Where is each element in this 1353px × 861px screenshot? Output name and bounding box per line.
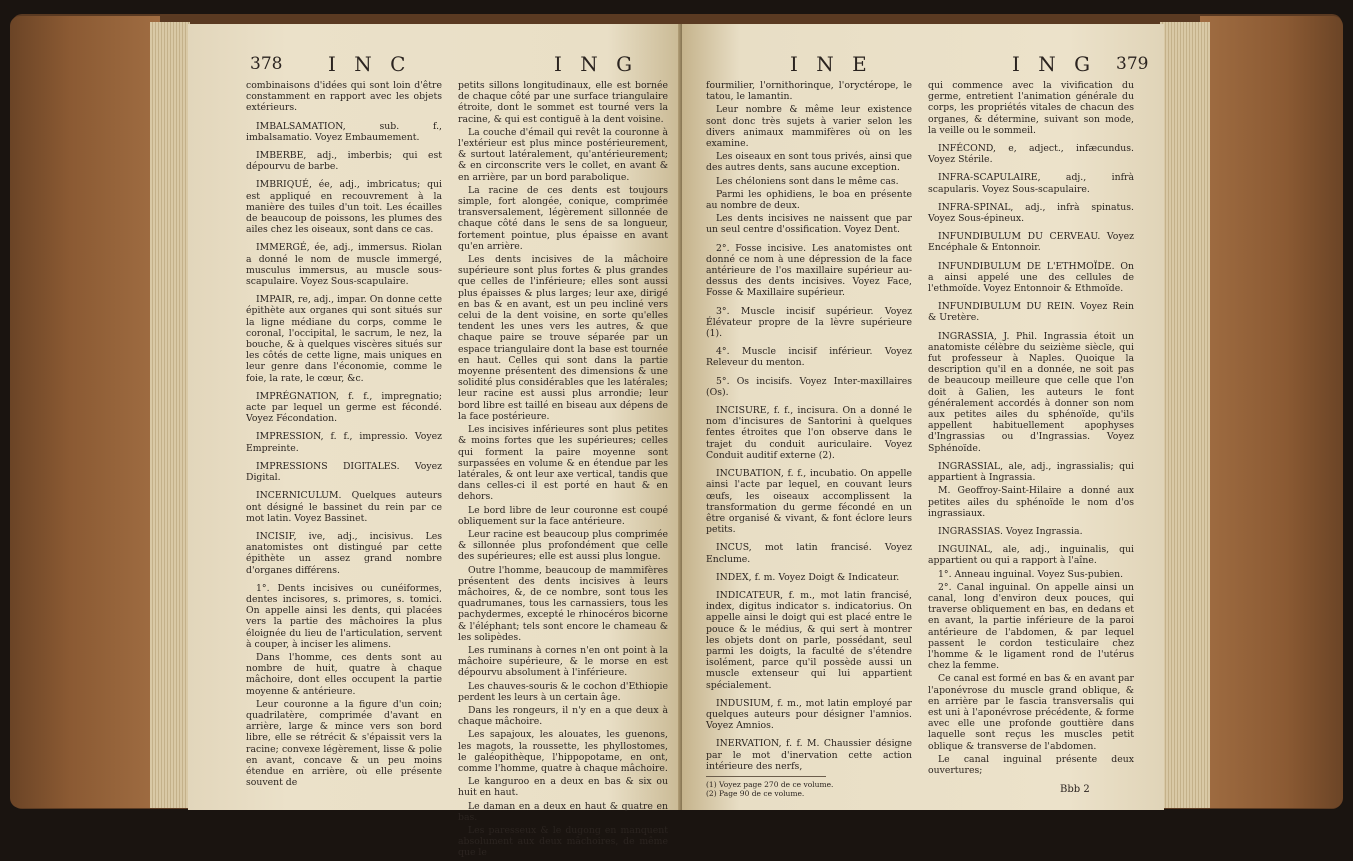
entry: Leur nombre & même leur existence sont donc très sujets à varier selon les divers animaux mammifères où on les examine. — [706, 104, 912, 150]
entry: INCISURE, f. f., incisura. On a donné le nom d'incisures de Santorini à quelques fentes étroites que l'on observe dans le trajet du conduit auriculaire. Voyez Conduit auditif externe (2). — [706, 405, 912, 461]
entry: Parmi les ophidiens, le boa en présente au nombre de deux. — [706, 188, 912, 212]
entry: IMMERGÉ, ée, adj., immersus. Riolan a donné le nom de muscle immergé, musculus immersus, au muscle sous-scapulaire. Voyez Sous-scapulaire. — [246, 242, 442, 288]
entry: Les oiseaux en sont tous privés, ainsi que des autres dents, sans aucune exception. — [706, 151, 912, 174]
entry: petits sillons longitudinaux, elle est bornée de chaque côté par une surface triangulaire étroite, dont le sommet est tourné vers la racine, & qui est contiguë à la dent voisine. — [458, 80, 668, 125]
entry: IMPRESSION, f. f., impressio. Voyez Empreinte. — [246, 431, 442, 454]
entry: IMPRESSIONS DIGITALES. Voyez Digital. — [246, 460, 442, 484]
entry: INFUNDIBULUM DE L'ETHMOÏDE. On a ainsi appelé une des cellules de l'ethmoïde. Voyez Entonnoir & Ethmoïde. — [928, 260, 1134, 295]
entry: Le kanguroo en a deux en bas & six ou huit en haut. — [458, 776, 668, 799]
left-cover — [10, 16, 160, 808]
entry: INFRA-SCAPULAIRE, adj., infrà scapularis. Voyez Sous-scapulaire. — [928, 172, 1134, 195]
entry: Leur racine est beaucoup plus comprimée & sillonnée plus profondément que celle des supérieures; elle est aussi plus longue. — [458, 528, 668, 563]
entry: INFUNDIBULUM DU REIN. Voyez Rein & Uretère. — [928, 301, 1134, 324]
right-page-column-2 — [928, 80, 1134, 778]
entry: IMBRIQUÉ, ée, adj., imbricatus; qui est appliqué en recouvrement à la manière des tuiles d'un toit. Les écailles de beaucoup de poissons, les plumes des ailes chez les oiseaux, sont dans ce cas. — [246, 179, 442, 236]
entry: IMPRÉGNATION, f. f., impregnatio; acte par lequel un germe est fécondé. Voyez Fécondation. — [246, 390, 442, 425]
entry: IMPAIR, re, adj., impar. On donne cette épithète aux organes qui sont situés sur la ligne médiane du corps, comme le coronal, l'occipital, le sacrum, le nez, la bouche, & à quelques viscères situés sur les côtés de cette ligne, mais uniques en leur genre dans l'économie, comme le foie, la rate, le cœur, &c. — [246, 294, 442, 384]
entry: 1°. Dents incisives ou cunéiformes, dentes incisores, s. primores, s. tomici. On appelle ainsi les dents, qui placées vers la partie des mâchoires la plus éloignée du lieu de l'articulation, servent à couper, à inciser les alimens. — [246, 582, 442, 650]
entry: INCERNICULUM. Quelques auteurs ont désigné le bassinet du rein par ce mot latin. Voyez Bassinet. — [246, 490, 442, 524]
entry: Les chéloniens sont dans le même cas. — [716, 175, 899, 187]
footnote: (1) Voyez page 270 de ce volume. — [706, 779, 834, 789]
entry: combinaisons d'idées qui sont loin d'être constamment en rapport avec les objets extérieurs. — [246, 80, 442, 114]
page-number-left: 378 — [250, 54, 283, 74]
left-page — [188, 24, 682, 859]
entry: Les paresseux & le dugong en manquent absolument aux deux mâchoires, de même que le — [458, 825, 668, 859]
entry: Le daman en a deux en haut & quatre en bas. — [458, 800, 668, 823]
entry: La couche d'émail qui revêt la couronne à l'extérieur est plus mince postérieurement, & surtout latéralement, qu'antérieurement; & en circonscrite vers le collet, en avant & en arrière, par un bord parabolique. — [458, 126, 668, 183]
entry: Leur couronne a la figure d'un coin; quadrilatère, comprimée d'avant en arrière, large & mince vers son bord libre, elle se rétrécit & s'épaissit vers la racine; convexe légèrement, lisse & polie en avant, concave & un peu moins étendue en arrière, où elle présente souvent de — [246, 698, 442, 789]
entry: INFÉCOND, e, adject., infæcundus. Voyez Stérile. — [928, 143, 1134, 166]
running-header-right-b: I N G — [1012, 52, 1097, 76]
entry: qui commence avec la vivification du germe, entretient l'animation générale du corps, les propriétés vitales de chacun des organes, & détermine, suivant son mode, la veille ou le sommeil. — [928, 80, 1134, 136]
entry: Les chauves-souris & le cochon d'Ethiopie perdent les leurs à un certain âge. — [458, 680, 668, 703]
entry: Dans les rongeurs, il n'y en a que deux à chaque mâchoire. — [458, 704, 668, 728]
entry: INERVATION, f. f. M. Chaussier désigne par le mot d'inervation cette action intérieure des nerfs, — [706, 738, 912, 772]
entry: fourmilier, l'ornithorinque, l'oryctérope, le tatou, le lamantin. — [706, 80, 912, 103]
entry: INDEX, f. m. Voyez Doigt & Indicateur. — [716, 571, 900, 583]
entry: INGRASSIAS. Voyez Ingrassia. — [938, 525, 1083, 537]
entry: 5°. Os incisifs. Voyez Inter-maxillaires (Os). — [706, 375, 912, 398]
entry: Outre l'homme, beaucoup de mammifères présentent des dents incisives à leurs mâchoires, &, de ce nombre, sont tous les quadrumanes, tous les carnassiers, tous les pachydermes, excepté le rhinocéros bicorne & l'éléphant; tels sont encore le chameau & les solipèdes. — [458, 564, 668, 643]
signature-mark: Bbb 2 — [1060, 784, 1090, 795]
entry: Les dents incisives ne naissent que par un seul centre d'ossification. Voyez Dent. — [706, 213, 912, 236]
entry: M. Geoffroy-Saint-Hilaire a donné aux petites ailes du sphénoïde le nom d'os ingrassiaux. — [928, 485, 1134, 519]
entry: INCUS, mot latin francisé. Voyez Enclume. — [706, 542, 912, 565]
entry: INCISIF, ive, adj., incisivus. Les anatomistes ont distingué par cette épithète un assez grand nombre d'organes différens. — [246, 530, 442, 576]
entry: INGUINAL, ale, adj., inguinalis, qui appartient ou qui a rapport à l'aîne. — [928, 544, 1134, 567]
right-page-edges — [1160, 22, 1210, 808]
entry: Les dents incisives de la mâchoire supérieure sont plus fortes & plus grandes que celles de l'inférieure; elles sont aussi plus épaisses & plus larges; leur axe, dirigé en bas & en avant, est un peu incliné vers celui de la dent voisine, en sorte qu'elles tendent les unes vers les autres, & que chaque paire se trouve séparée par un espace triangulaire dont la base est tournée en haut. Celles qui sont dans la partie moyenne présentent des dimensions & une solidité plus considérables que les latérales; leur racine est aussi plus arrondie; leur bord libre est taillé en biseau aux dépens de la face postérieure. — [458, 254, 668, 422]
entry: IMBALSAMATION, sub. f., imbalsamatio. Voyez Embaumement. — [246, 120, 442, 143]
entry: Le bord libre de leur couronne est coupé obliquement sur la face antérieure. — [458, 504, 668, 527]
running-header-left-a: I N C — [328, 52, 412, 76]
entry: INCUBATION, f. f., incubatio. On appelle ainsi l'acte par lequel, en couvant leurs œufs, les oiseaux accomplissent la transformation du germe fécondé en un être organisé & vivant, & font éclore leurs petits. — [706, 468, 912, 536]
footnote-rule — [706, 776, 826, 777]
entry: La racine de ces dents est toujours simple, fort alongée, conique, comprimée transversalement, légèrement sillonnée de chaque côté dans le sens de sa longueur, fortement pointue, plus épaisse en avant qu'en arrière. — [458, 184, 668, 252]
left-page-column-1 — [246, 80, 442, 790]
entry: 2°. Canal inguinal. On appelle ainsi un canal, long d'environ deux pouces, qui traverse obliquement en bas, en dedans et en avant, la partie inférieure de la paroi antérieure de l'abdomen, & par lequel passent le cordon testiculaire chez l'homme & le ligament rond de l'utérus chez la femme. — [928, 581, 1134, 672]
entry: INFRA-SPINAL, adj., infrà spinatus. Voyez Sous-épineux. — [928, 201, 1134, 225]
page-number-right: 379 — [1116, 54, 1149, 74]
entry: Ce canal est formé en bas & en avant par l'aponévrose du muscle grand oblique, & en arrière par le fascia transversalis qui est uni à l'aponévrose précédente, & forme avec elle une profonde gouttière dans laquelle sont reçus les muscles petit oblique & transverse de l'abdomen. — [928, 673, 1134, 752]
entry: INDUSIUM, f. m., mot latin employé par quelques auteurs pour désigner l'amnios. Voyez Amnios. — [706, 697, 912, 732]
entry: INGRASSIAL, ale, adj., ingrassialis; qui appartient à Ingrassia. — [928, 460, 1134, 484]
entry: 3°. Muscle incisif supérieur. Voyez Élévateur propre de la lèvre supérieure (1). — [706, 305, 912, 340]
entry: IMBERBE, adj., imberbis; qui est dépourvu de barbe. — [246, 150, 442, 173]
entry: 2°. Fosse incisive. Les anatomistes ont donné ce nom à une dépression de la face antérieure de l'os maxillaire supérieur au-dessus des dents incisives. Voyez Face, Fosse & Maxillaire supérieur. — [706, 242, 912, 299]
entry: INGRASSIA, J. Phil. Ingrassia étoit un anatomiste célèbre du seizième siècle, qui fut professeur à Naples. Quoique la description qu'il en a donnée, ne soit pas de beaucoup meilleure que celle que l'on doit à Galien, les auteurs le font généralement accordés à donner son nom aux petites ailes du sphénoïde, qu'ils appellent habituellement apophyses d'Ingrassias ou d'Ingrassias. Voyez Sphénoïde. — [928, 330, 1134, 454]
left-page-column-2 — [458, 80, 668, 861]
running-header-right-a: I N E — [790, 52, 873, 76]
right-page — [682, 24, 1164, 810]
running-header-left-b: I N G — [554, 52, 639, 76]
entry: INFUNDIBULUM DU CERVEAU. Voyez Encéphale & Entonnoir. — [928, 231, 1134, 254]
entry: Dans l'homme, ces dents sont au nombre de huit, quatre à chaque mâchoire, dont elles occupent la partie moyenne & antérieure. — [246, 651, 442, 697]
entry: 4°. Muscle incisif inférieur. Voyez Releveur du menton. — [706, 346, 912, 369]
entry: Les sapajoux, les alouates, les guenons, les magots, la roussette, les phyllostomes, le galéopithèque, l'hippopotame, en ont, comme l'homme, quatre à chaque mâchoire. — [458, 729, 668, 774]
entry: 1°. Anneau inguinal. Voyez Sus-pubien. — [938, 568, 1124, 580]
entry: INDICATEUR, f. m., mot latin francisé, index, digitus indicator s. indicatorius. On appelle ainsi le doigt qui est placé entre le pouce & le médius, & qui sert à montrer les objets dont on parle, possédant, seul parmi les doigts, la faculté de s'étendre isolément, parce qu'il possède aussi un muscle extenseur qui lui appartient spécialement. — [706, 589, 912, 691]
right-page-column-1 — [706, 80, 912, 798]
left-page-edges — [150, 22, 190, 808]
entry: Les incisives inférieures sont plus petites & moins fortes que les supérieures; celles qui forment la paire moyenne sont surpassées en volume & en étendue par les latérales, & ont leur axe vertical, tandis que dans celles-ci il est porté en haut & en dehors. — [458, 424, 668, 503]
footnote: (2) Page 90 de ce volume. — [706, 788, 805, 798]
entry: Les ruminans à cornes n'en ont point à la mâchoire supérieure, & le morse en est dépourvu absolument à l'inférieure. — [458, 644, 668, 679]
entry: Le canal inguinal présente deux ouvertures; — [928, 753, 1134, 776]
right-cover — [1200, 16, 1343, 808]
